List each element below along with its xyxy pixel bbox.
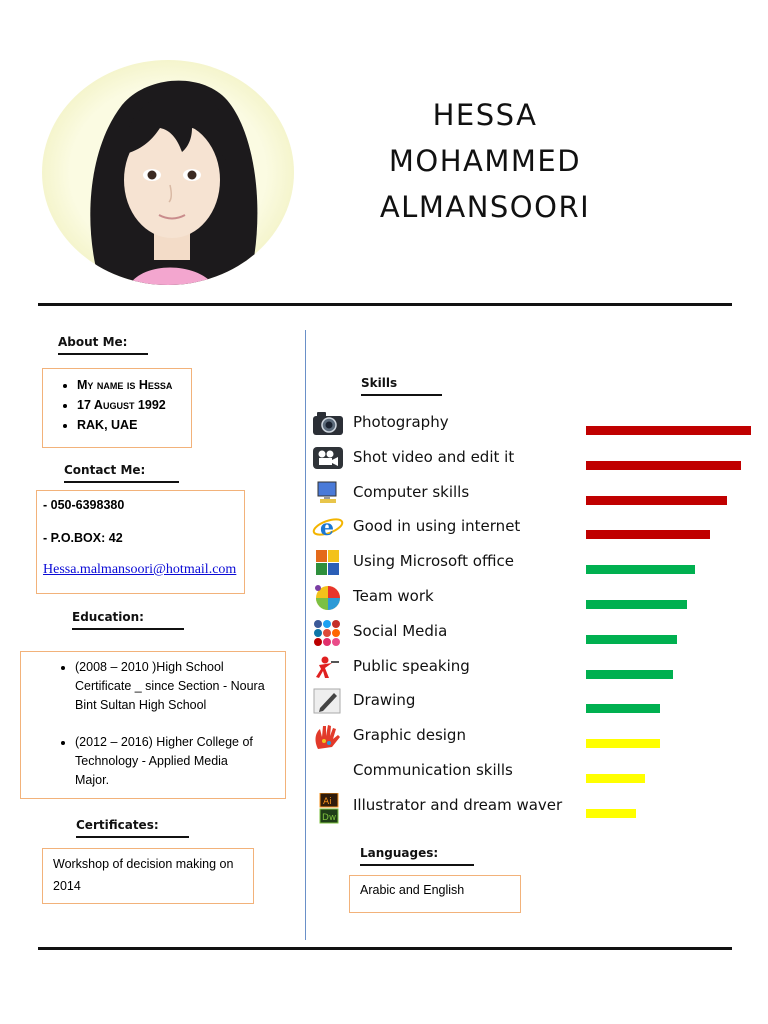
certificates-heading: [76, 818, 189, 838]
skill-label: Social Media: [353, 621, 448, 640]
skill-level-bar: [586, 461, 741, 470]
top-divider: [38, 303, 732, 306]
name-line-2: MOHAMMED: [388, 144, 582, 178]
skills-heading-text: Skills: [361, 376, 398, 390]
contact-heading-underline: [64, 481, 179, 483]
languages-heading-text: Languages:: [360, 846, 439, 860]
skills-heading-underline: [361, 394, 442, 396]
languages-heading-underline: [360, 864, 474, 866]
name-line-1: HESSA: [432, 98, 538, 132]
education-heading-text: Education:: [72, 610, 144, 624]
skill-label: Drawing: [353, 691, 416, 710]
about-item: • RAK, UAE: [77, 415, 191, 435]
skill-level-bar: [586, 635, 677, 644]
skill-level-bar: [586, 809, 636, 818]
certificates-heading-underline: [76, 836, 189, 838]
about-box: [42, 368, 192, 448]
svg-text:Dw: Dw: [322, 812, 337, 823]
camera-icon: [312, 410, 346, 438]
skill-label: Team work: [353, 587, 434, 605]
name-line-3: ALMANSOORI: [379, 190, 591, 224]
skill-level-bar: [586, 670, 673, 679]
speaker-person-icon: [312, 654, 346, 682]
skill-label: Illustrator and dream waver: [353, 795, 563, 814]
contact-heading-text: Contact Me:: [64, 463, 146, 477]
about-heading-text: About Me:: [58, 335, 128, 349]
languages-heading: [360, 846, 474, 866]
team-puzzle-icon: [312, 584, 346, 612]
column-divider: [305, 330, 306, 940]
skill-label: Graphic design: [353, 726, 466, 745]
skill-label: Good in using internet: [353, 517, 521, 536]
skill-level-bar: [586, 565, 695, 574]
svg-text:e: e: [320, 515, 334, 541]
skill-level-bar: [586, 774, 645, 783]
skill-icon-placeholder: [312, 758, 346, 786]
languages-text: Arabic and English: [360, 883, 465, 897]
internet-explorer-icon: [312, 514, 346, 542]
contact-box: [36, 490, 245, 594]
about-heading: [58, 335, 148, 355]
skill-label: Shot video and edit it: [353, 447, 515, 466]
education-heading: [72, 610, 184, 630]
languages-box: [349, 875, 521, 913]
skill-label: Public speaking: [353, 656, 470, 675]
full-name: [340, 92, 630, 230]
skills-heading: [361, 376, 442, 396]
certificate-text: Workshop of decision making on 2014: [53, 857, 234, 893]
education-item: • (2008 – 2010 )High School Certificate _ since Section - Noura Bint Sultan High School: [75, 658, 265, 715]
po-box: - P.O.BOX: 42: [43, 531, 123, 545]
skill-label: Using Microsoft office: [353, 552, 514, 571]
education-box: [20, 651, 286, 799]
skill-level-bar: [586, 530, 710, 539]
contact-heading: [64, 463, 179, 483]
phone-number: - 050-6398380: [43, 498, 125, 512]
skill-label: Photography: [353, 413, 449, 431]
email-link[interactable]: Hessa.malmansoori@hotmail.com: [43, 562, 237, 577]
skill-level-bar: [586, 496, 727, 505]
ai-dw-icon: [312, 793, 346, 821]
paint-hand-icon: [312, 723, 346, 751]
skill-level-bar: [586, 739, 660, 748]
skill-label: Communication skills: [353, 761, 513, 779]
drawing-pencil-icon: [312, 688, 346, 716]
svg-text:Ai: Ai: [323, 796, 332, 807]
about-heading-underline: [58, 353, 148, 355]
video-camera-icon: [312, 445, 346, 473]
microsoft-office-icon: [312, 549, 346, 577]
about-item: • My name is Hessa: [77, 375, 191, 395]
skill-level-bar: [586, 426, 751, 435]
computer-icon: [312, 480, 346, 508]
certificates-heading-text: Certificates:: [76, 818, 159, 832]
social-media-icon: [312, 619, 346, 647]
skill-level-bar: [586, 600, 687, 609]
about-item: • 17 August 1992: [77, 395, 191, 415]
certificates-box: [42, 848, 254, 904]
education-heading-underline: [72, 628, 184, 630]
skill-label: Computer skills: [353, 482, 470, 501]
bottom-divider: [38, 947, 732, 950]
profile-photo: [42, 60, 294, 285]
skill-level-bar: [586, 704, 660, 713]
education-item: • (2012 – 2016) Higher College of Technology - Applied Media Major.: [75, 733, 265, 790]
